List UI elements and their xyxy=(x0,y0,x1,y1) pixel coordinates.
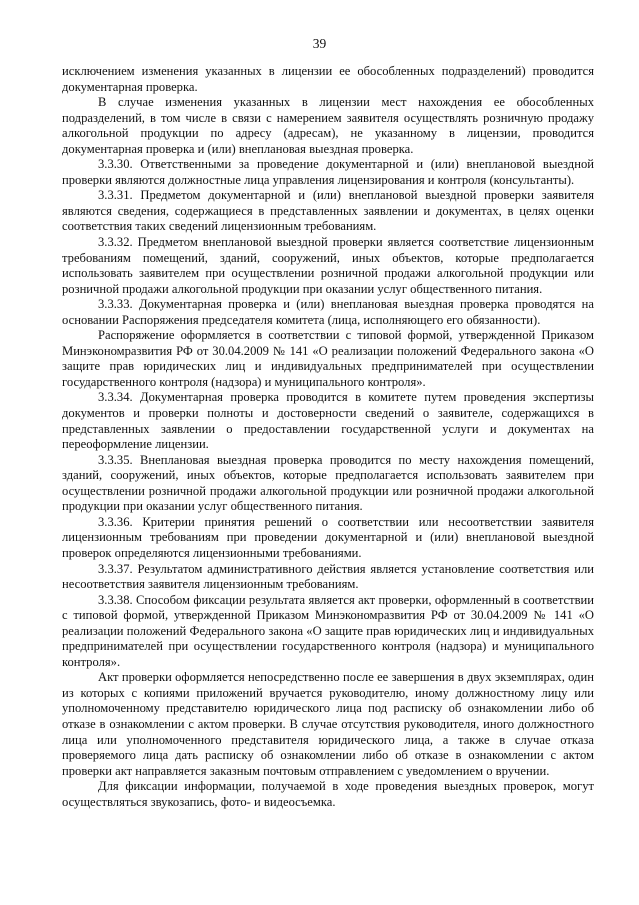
paragraph-3-3-30: 3.3.30. Ответственными за проведение документарной и (или) внеплановой выездной проверки являются должностные лица управления лицензирования и контроля (консультанты). xyxy=(62,157,594,187)
paragraph-3-3-36: 3.3.36. Критерии принятия решений о соответствии или несоответствии заявителя лицензионным требованиям при проведении документарной и (или) внеплановой выездной проверок определяются лицензионными требованиями. xyxy=(62,514,594,560)
paragraph-inspection-act: Акт проверки оформляется непосредственно после ее завершения в двух экземплярах, один из которых с копиями приложений вручается руководителю, иному должностному лицу или уполномоченному представителю юридического лица под расписку об ознакомлении либо об отказе в ознакомлении с актом проверки. В случае отсутствия руководителя, иного должностного лица или уполномоченного представителя юридического лица, а также в случае отказа проверяемого лица дать расписку об ознакомлении либо об отказе в ознакомлении с актом проверки акт направляется заказным почтовым отправлением с уведомлением о вручении. xyxy=(62,670,594,778)
paragraph-3-3-35: 3.3.35. Внеплановая выездная проверка проводится по месту нахождения помещений, зданий, сооружений, иных объектов, которые предполагается использовать заявителем при осуществлении розничной продажи алкогольной продукции или розничной продажи алкогольной продукции при оказании услуг общественного питания. xyxy=(62,452,594,514)
paragraph-3-3-33: 3.3.33. Документарная проверка и (или) внеплановая выездная проверка проводятся на основании Распоряжения председателя комитета (лица, исполняющего его обязанности). xyxy=(62,297,594,327)
paragraph-3-3-32: 3.3.32. Предметом внеплановой выездной проверки является соответствие лицензионным требованиям помещений, зданий, сооружений, иных объектов, которые предполагается использовать заявителем при осуществлении розничной продажи алкогольной продукции или розничной продажи алкогольной продукции при оказании услуг общественного питания. xyxy=(62,235,594,296)
paragraph-order-form: Распоряжение оформляется в соответствии с типовой формой, утвержденной Приказом Минэкономразвития РФ от 30.04.2009 № 141 «О реализации положений Федерального закона «О защите прав юридических лиц и индивидуальных предпринимателей при осуществлении государственного контроля (надзора) и муниципального контроля». xyxy=(62,328,594,389)
page-number: 39 xyxy=(312,36,327,51)
paragraph-3-3-37: 3.3.37. Результатом административного действия является установление соответствия или несоответствия заявителя лицензионным требованиям. xyxy=(62,561,594,592)
paragraph-3-3-34: 3.3.34. Документарная проверка проводится в комитете путем проведения экспертизы документов и проверки полноты и достоверности сведений о заявителе, содержащихся в представленных заявлении о предоставлении государственной услуги и документах на переоформление лицензии. xyxy=(62,390,594,452)
paragraph-location-change: В случае изменения указанных в лицензии мест нахождения ее обособленных подразделений, в том числе в связи с намерением заявителя осуществлять розничную продажу алкогольной продукции по адресу (адресам), не указанному в лицензии, проводится документарная проверка и (или) внеплановая выездная проверка. xyxy=(62,95,594,156)
paragraph-continuation: исключением изменения указанных в лицензии ее обособленных подразделений) проводится документарная проверка. xyxy=(62,64,594,94)
page-body xyxy=(62,64,594,810)
paragraph-3-3-31: 3.3.31. Предметом документарной и (или) внеплановой выездной проверки заявителя являются сведения, содержащиеся в представленных заявлении и документах, в целях оценки соответствия таких сведений лицензионным требованиям. xyxy=(62,188,594,234)
paragraph-recording: Для фиксации информации, получаемой в ходе проведения выездных проверок, могут осуществляться звукозапись, фото- и видеосъемка. xyxy=(62,779,594,809)
paragraph-3-3-38: 3.3.38. Способом фиксации результата является акт проверки, оформленный в соответствии с типовой формой, утвержденной Приказом Минэкономразвития РФ от 30.04.2009 № 141 «О реализации положений Федерального закона «О защите прав юридических лиц и индивидуальных предпринимателей при осуществлении государственного контроля (надзора) и муниципального контроля». xyxy=(62,592,594,669)
